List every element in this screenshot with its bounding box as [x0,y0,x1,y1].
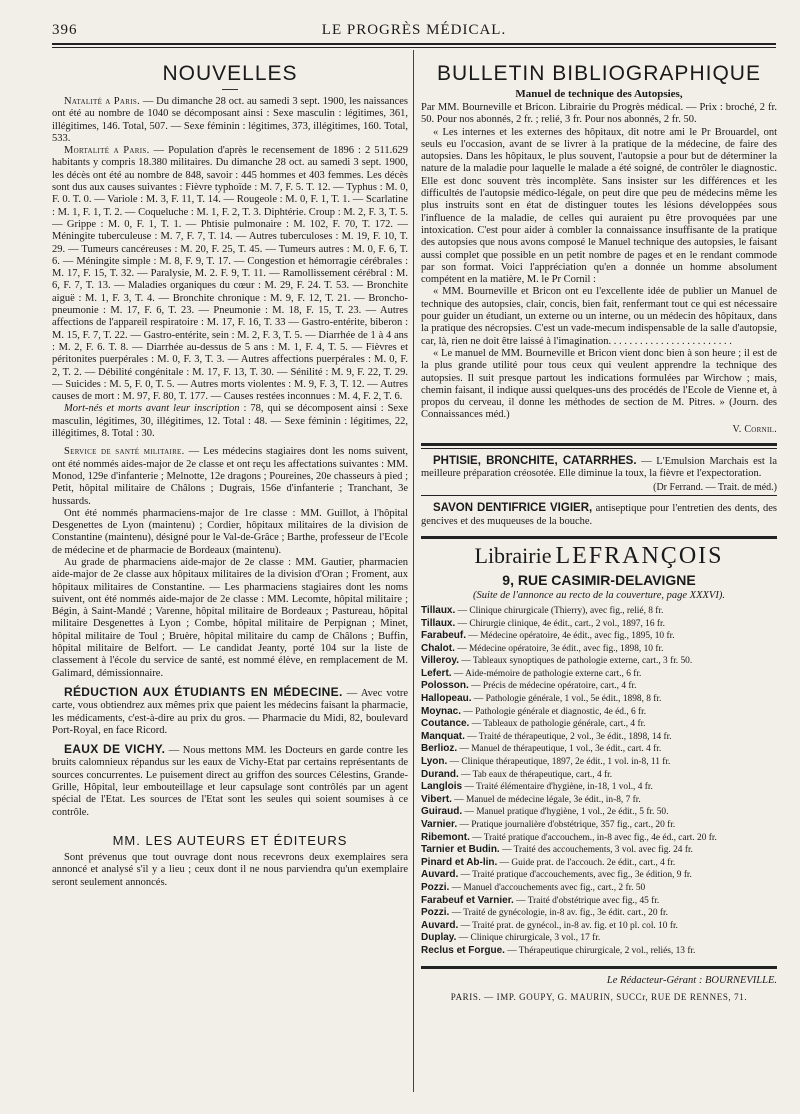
book-entry [421,668,777,681]
book-entry [421,819,777,832]
phtisie-source: (Dr Ferrand. — Trait. de méd.) [653,482,777,494]
book-entry [421,756,777,769]
section-title-nouvelles: NOUVELLES [162,62,298,85]
book-author: Ribemont. [421,831,470,843]
book-entry [421,731,777,744]
book-description: — Traité prat. de gynécol., in-8 av. fig. et 10 pl. col. 10 fr. [458,920,678,931]
book-description: — Médecine opératoire, 3e édit., avec fig., 1898, 10 fr. [454,643,664,654]
bulletin-para-1: « Les internes et les externes des hôpitaux, dit notre ami le Pr Brouardel, ont seuls eu l'occasion, avant de se livrer à la pratique de la médecine, de faire des autopsies. Dans les hôpitaux, le plus souvent, l'autopsie a pour but de déterminer la nature de la maladie pour laquelle le malade a été soigné, de contrôler le diagnostic. Elle est donc souvent très incomplète. Sans insister sur les différences et les difficultés de l'autopsie médico-légale, on peut dire que peu de médecins même les plus instruits sont en état de distinguer toutes les lésions développées sous l'influence de la maladie, de celles qui auraient pu être provoquées par une intoxication. C'est pour aider à combler la connaissance insuffisante de la pratique des autopsies que nous avons composé le Manuel technique des autopsies, le faisant aussi complet que possible en un petit nombre de pages et en le rendant commode par son format. Voici l'appréciation qu'en a donnée un homme absolument compétent en la matière, M. le Pr Cornil : [421,126,777,286]
mortalite-paragraph [52,145,408,403]
book-description: — Clinique chirurgicale, 3 vol., 17 fr. [456,933,601,944]
auteurs-paragraph: Sont prévenus que tout ouvrage dont nous recevrons deux exemplaires sera annoncé et analysé s'il y a lieu ; ceux dont il ne nous parviendra qu'un exemplaire seront seulement annoncés. [52,851,408,888]
librairie-address: 9, RUE CASIMIR-DELAVIGNE [502,571,696,588]
book-description: — Traité de thérapeutique, 2 vol., 3e édit., 1898, 14 fr. [464,731,672,742]
pharmaciens-aide-major-paragraph: Au grade de pharmaciens aide-major de 2e classe : MM. Gautier, pharmacien aide-major de 2e classe aux hôpitaux militaires de la division d'Oran ; Froment, aux hôpitaux militaires de Constantine. — Les pharmaciens stagiaires dont les noms suivent, ont été nommés aide-major de 2e classe : MM. Lecomte, hôpital militaire ; Bégin, à Saint-Mandé ; Varenne, hôpital militaire de Bordeaux ; Pastureau, hôpital militaire Desgenettes à Lyon ; Combe, hôpital militaire de Perpignan ; Minet, hôpital militaire de Toul ; Bruère, hôpital militaire du camp de Châlons ; Buffin, hôpital militaire de Belfort. — Le candidat Jeanty, porté 104 sur la liste de classement à l'école du service de santé, est nommé élève, en remplacement de M. Galimard, démissionnaire. [52,556,408,679]
book-author: Lyon. [421,756,448,768]
mortnes-label: Mort-nés et morts avant leur inscription [64,403,240,415]
phtisie-ad [421,455,777,481]
header-rule-thin [52,47,776,48]
book-entry [421,844,777,857]
book-entry [421,882,777,895]
book-description: — Traité pratique d'accouchements, avec fig., 3e édition, 9 fr. [458,870,692,881]
running-title: LE PROGRÈS MÉDICAL. [321,22,507,38]
book-entry [421,630,777,643]
librairie-banner [421,543,777,570]
signature: V. Cornil. [732,423,777,435]
left-column [52,52,408,1097]
book-author: Chalot. [421,642,455,654]
ad-rule [421,443,777,446]
book-description: — Traité pratique d'accouchem., in-8 avec fig., 4e éd., cart. 20 fr. [469,832,717,843]
book-author: Durand. [421,768,459,780]
book-description: — Thérapeutique chirurgicale, 2 vol., reliés, 13 fr. [504,945,696,956]
vichy-paragraph [52,743,408,819]
mortalite-text: — Population d'après le recensement de 1896 : 2 511.629 habitants y compris 18.380 militaires. Du dimanche 28 oct. au samedi 3 sept. 1900, les décès ont été au nombre de 848, savoir : 445 hommes et 403 femmes. Les décès sont dus aux causes suivantes : Fièvre typhoïde : M. 7, F. 5. T. 12. — Typhus : M. 0, F. 0. T. 0. — Variole : M. 3, F. 11, T. 14. — Rougeole : M. 0, F. 1, T. 1. — Scarlatine : M. 1, F. 1, T. 2. — Coqueluche : M. 1, F. 2, T. 3. Diphtérie. Croup : M. 2, F. 3, T. 5. — Grippe : M. 0, F. 1, T. 1. — Phtisie pulmonaire : M. 102, F. 70, T. 172. — Méningite tuberculeuse : M. 7, F. 7, T. 14. — Autres tuberculoses : M. 19, F. 10, T. 29. — Tumeurs cancéreuses : M. 20, F. 25, T. 45. — Tumeurs autres : M. 0, F. 6, T. 6. — Méningite simple : M. 8, F. 9, T. 17. — Congestion et hémorragie cérébrales : M. 17, F. 15, T. 32. — Paralysie, M. 2. F. 9, T. 11. — Ramollissement cérébral : M. 6, F. 7, T. 13. — Maladies organiques du cœur : M. 29, F. 24. T. 53. — Bronchite aiguë : M. 1, F. 3, T. 4. — Bronchite chronique : M. 9, F. 12, T. 21. — Broncho-pneumonie : M. 17, F. 6, T. 23. — Pneumonie : M. 18, F. 15, T. 23. — Autres affections de l'appareil respiratoire : M. 17, F. 16, T. 33 — Gastro-entérite, biberon : M. 15, F. 7, T. 22. — Gastro-entérite, sein : M. 2, F. 3, T. 5. — Diarrhée de 1 à 4 ans : M. 2, F. 6. T. 8. — Diarrhée au-dessus de 5 ans : M. 1, F. 4, T. 5. — Fièvres et péritonites puerpérales : M. 0, F. 3, T. 3. — Autres affections puerpérales : M. 0, F. 2, T. 2. — Débilité congénitale : M. 17, F. 13, T. 30. — Sénilité : M. 9, F. 22, T. 29. — Suicides : M. 5, F. 0, T. 5. — Autres morts violentes : M. 9, F. 3, T. 12. — Autres causes de mort : M. 97, F. 80, T. 177. — Causes restées inconnues : M. 4, F. 2, T. 6. [52,145,408,403]
book-description: — Précis de médecine opératoire, cart., 4 fr. [468,681,637,692]
auteurs-title: MM. LES AUTEURS ET ÉDITEURS [112,832,348,848]
sante-text: — Les médecins stagiaires dont les noms suivent, ont été nommés aides-major de 2e classe et ont reçu les affectations suivantes : MM. Monod, 129e d'infanterie ; Melnotte, 12e dragons ; Poureines, 20e chasseurs à pied ; Petit, hôpital militaire de Châlons ; Dugrais, 156e d'infanterie ; Tranchant, 3e hussards. [52,446,408,507]
title-dash [222,89,238,90]
column-divider [413,50,414,1092]
mortnes-paragraph [52,403,408,440]
reduction-heading: RÉDUCTION AUX ÉTUDIANTS EN MÉDECINE. [64,684,343,699]
book-description: — Médecine opératoire, 4e édit., avec fig., 1895, 10 fr. [466,631,675,642]
gerant-text: Le Rédacteur-Gérant : BOURNEVILLE. [606,974,777,986]
book-author: Hallopeau. [421,693,472,705]
book-author: Pinard et Ab-lin. [421,856,498,868]
book-author: Coutance. [421,718,470,730]
book-description: — Tableaux de pathologie générale, cart., 4 fr. [469,719,646,730]
bulletin-intro: Par MM. Bourneville et Bricon. Librairie du Progrès médical. — Prix : broché, 2 fr. 50. Pour nos abonnés, 2 fr. ; relié, 3 fr. Pour nos abonnés, 2 fr. 50. [421,102,777,126]
book-entry [421,718,777,731]
printer-line: PARIS. — IMP. GOUPY, G. MAURIN, SUCCr, RUE DE RENNES, 71. [450,991,748,1002]
book-description: — Tableaux synoptiques de pathologie externe, cart., 3 fr. 50. [458,656,693,667]
section-title-bulletin: BULLETIN BIBLIOGRAPHIQUE [437,62,761,85]
book-entry [421,643,777,656]
librairie-rule [421,536,777,539]
book-description: — Manuel de médecine légale, 3e édit., in-8, 7 fr. [451,794,641,805]
book-author: Farabeuf. [421,630,467,642]
book-entry [421,806,777,819]
book-description: — Guide prat. de l'accouch. 2e édit., cart., 4 fr. [497,857,676,868]
book-description: — Pathologie générale, 1 vol., 5e édit., 1898, 8 fr. [471,694,662,705]
right-column [421,52,777,1097]
vichy-text: — Nous mettons MM. les Docteurs en garde contre les bruits calomnieux répandus sur les eaux de Vichy-Etat par certains représentants de sources concurrentes. Le puisement direct au griffon des sources Célestins, Grande-Grille, Hôpital, leur embouteillage et leur capsulage sont contrôlés par un agent spécial de l'Etat. Les sources de l'Etat sont les seules qui soient soumises à ce contrôle. [52,745,408,818]
book-entry [421,680,777,693]
page-number: 396 [52,22,78,38]
book-entry [421,743,777,756]
book-entry [421,945,777,958]
book-description: — Traité des accouchements, 3 vol. avec fig. 24 fr. [499,845,693,856]
book-entry [421,794,777,807]
reduction-text: — Avec votre carte, vous obtiendrez aux mêmes prix que paient les médecins faisant la pharmacie, les médicaments, c'est-à-dire au prix du gros. — Pharmacie du Midi, 82, boulevard Port-Royal, en face Ricord. [52,687,408,736]
librairie-name: LEFRANÇOIS [555,542,724,569]
book-author: Pozzi. [421,881,450,893]
natalite-label: Natalité a Paris. [64,96,140,107]
book-author: Farabeuf et Varnier. [421,894,514,906]
book-subtitle: Manuel de technique des Autopsies, [515,88,683,100]
book-entry [421,706,777,719]
sante-label: Service de santé militaire. [64,446,185,458]
book-description: — Pathologie générale et diagnostic, 4e éd., 6 fr. [461,706,647,717]
librairie-word: Librairie [474,542,552,568]
book-author: Auvard. [421,869,459,881]
book-description: — Pratique journalière d'obstétrique, 357 fig., cart., 20 fr. [457,820,676,830]
book-author: Lefert. [421,667,452,679]
book-entry [421,920,777,933]
phtisie-heading: PHTISIE, BRONCHITE, CATARRHES. [433,454,637,467]
book-entry [421,907,777,920]
header-rule [52,43,776,45]
book-author: Reclus et Forgue. [421,944,505,956]
book-author: Duplay. [421,932,457,944]
book-entry [421,655,777,668]
footer-rule [421,966,777,969]
book-author: Manquat. [421,730,465,742]
book-entry [421,895,777,908]
book-description: — Manuel pratique d'hygiène, 1 vol., 2e édit., 5 fr. 50. [462,807,669,818]
book-description: — Traité de gynécologie, in-8 av. fig., 3e édit. cart., 20 fr. [449,908,668,919]
savon-heading: SAVON DENTIFRICE VIGIER, [433,502,593,515]
book-author: Tarnier et Budin. [421,844,500,856]
book-entry [421,605,777,618]
bulletin-para-3: « Le manuel de MM. Bourneville et Bricon vient donc bien à son heure ; il est de la plus grande utilité pour tous ceux qui veulent apprendre la technique des autopsies. Il suit presque partout les indications formulées par Wirchow ; mais, chemin faisant, il indique aussi quelques-uns des procédés de l'Ecole de Vienne et, à propos du cerveau, il donne les méthodes de section de M. Pitres. » (Journ. des Connaissances méd.) [421,347,777,421]
book-author: Guiraud. [421,806,463,818]
book-entry [421,618,777,631]
phtisie-text: — L'Emulsion Marchais est la meilleure préparation créosotée. Elle diminue la toux, la fièvre et l'expectoration. [421,455,777,480]
book-entry [421,869,777,882]
book-author: Tillaux. [421,604,456,616]
suite-note: (Suite de l'annonce au recto de la couverture, page XXXVI). [473,589,725,601]
book-author: Moynac. [421,705,462,717]
book-entry [421,857,777,870]
ad-rule-thin [421,448,777,449]
savon-ad [421,502,777,528]
book-author: Polosson. [421,680,469,692]
mortnes-text: : 78, qui se décomposent ainsi : Sexe masculin, légitimes, 30, illégitimes, 12. Total : 48. — Sexe féminin : légitimes, 22, illégitimes, 8. Total : 30. [52,403,408,440]
ad-separator [421,495,777,496]
book-author: Vibert. [421,793,452,805]
book-entry [421,832,777,845]
book-entry [421,693,777,706]
mortalite-label: Mortalité a Paris. [64,145,150,157]
natalite-text: — Du dimanche 28 oct. au samedi 3 sept. 1900, les naissances ont été au nombre de 1040 se décomposant ainsi : Sexe masculin : légitimes, 361, illégitimes, 146. Total, 507. — Sexe féminin : légitimes, 373, illégitimes, 160. Total, 533. [52,96,408,144]
book-description: — Clinique chirurgicale (Thierry), avec fig., relié, 8 fr. [455,605,664,616]
book-description: — Chirurgie clinique, 4e édit., cart., 2 vol., 1897, 16 fr. [455,618,665,629]
book-description: — Manuel d'accouchements avec fig., cart., 2 fr. 50 [449,882,646,893]
gerant [421,975,777,986]
book-list [421,605,777,958]
vichy-heading: EAUX DE VICHY. [64,742,166,757]
savon-text: antiseptique pour l'entretien des dents, des gencives et des muqueuses de la bouche. [421,503,777,527]
book-description: — Traité élémentaire d'hygiène, in-18, 1 vol., 4 fr. [462,782,653,793]
book-entry [421,781,777,794]
book-author: Tillaux. [421,617,456,629]
bulletin-para-2: « MM. Bourneville et Bricon ont eu l'excellente idée de publier un Manuel de technique des autopsies, clair, concis, bien fait, renfermant tout ce qui est nécessaire pour guider un étudiant, un externe ou un interne, ou un médecin des hôpitaux, dans la pratique des nécropsies. C'est un vade-mecum indispensable de la salle d'autopsie, car, là, rien ne doit être laissé à l'imagination. . . . . . . . . . . . . . . . . . . . . . . . [421,286,777,347]
book-description: — Aide-mémoire de pathologie externe cart., 6 fr. [451,668,642,679]
book-author: Villeroy. [421,655,459,667]
book-description: — Traité d'obstétrique avec fig., 45 fr. [513,895,660,906]
book-description: — Tab eaux de thérapeutique, cart., 4 fr. [458,769,613,780]
book-description: — Manuel de thérapeutique, 1 vol., 3e édit., cart. 4 fr. [457,744,662,755]
reduction-paragraph [52,686,408,737]
book-entry [421,932,777,945]
book-author: Pozzi. [421,907,450,919]
book-author: Langlois [421,781,463,793]
book-author: Auvard. [421,919,459,931]
book-entry [421,769,777,782]
book-author: Varnier. [421,819,458,830]
sante-paragraph [52,446,408,507]
book-author: Berlioz. [421,743,458,755]
book-description: — Clinique thérapeutique, 1897, 2e édit., 1 vol. in-8, 11 fr. [447,757,671,768]
page-header [52,22,776,42]
natalite-paragraph [52,96,408,145]
pharmaciens-major-paragraph: Ont été nommés pharmaciens-major de 1re classe : MM. Guillot, à l'hôpital Desgenettes de Lyon (maintenu) ; Cordier, hôpitaux militaires de la division de Constantine (maintenu), désigné pour le Val-de-Grâce ; Barthe, professeur de l'Ecole de médecine et de pharmacie de Bordeaux (maintenu). [52,507,408,556]
